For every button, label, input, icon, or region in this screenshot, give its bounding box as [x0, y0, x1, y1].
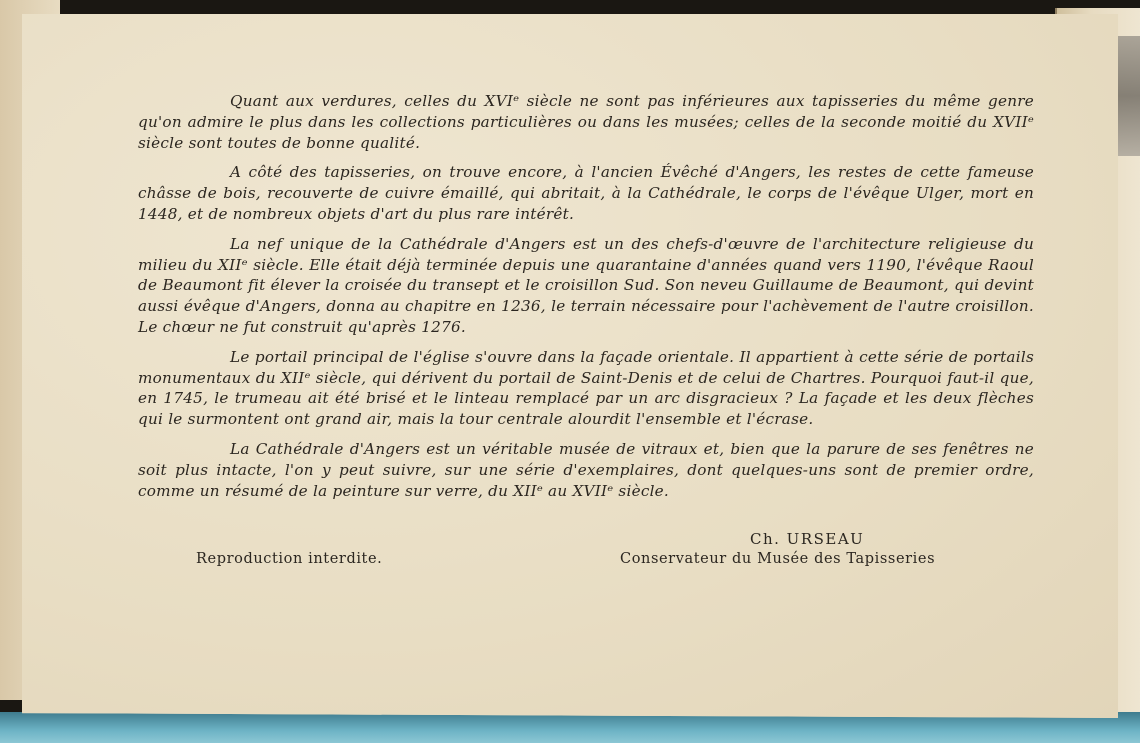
reproduction-notice: Reproduction interdite.	[196, 551, 383, 567]
signature-name: Ch. URSEAU	[750, 530, 865, 548]
paragraph-portail: Le portail principal de l'église s'ouvre dans la façade orientale. Il appartient à cette série de portails monumentaux du XIIᵉ siècle, qui dérivent du portail de Saint-Denis et de celui de Chartres. Pourquoi faut-il que, en 1745, le trumeau ait été brisé et le linteau remplacé par un arc disgracieux ? La façade et les deux flèches qui le surmontent ont grand air, mais la tour centrale alourdit l'ensemble et l'écrase.	[138, 347, 1034, 429]
paragraph-nef: La nef unique de la Cathédrale d'Angers est un des chefs-d'œuvre de l'architecture religieuse du milieu du XIIᵉ siècle. Elle était déjà terminée depuis une quarantaine d'années quand vers 1190, l'évêque Raoul de Beaumont fit élever la croisée du transept et le croisillon Sud. Son neveu Guillaume de Beaumont, qui devint aussi évêque d'Angers, donna au chapitre en 1236, le terrain nécessaire pour l'achèvement de l'autre croisillon. Le chœur ne fut construit qu'après 1276.	[138, 234, 1034, 336]
paragraph-verdures: Quant aux verdures, celles du XVIᵉ siècle ne sont pas inférieures aux tapisseries du même genre qu'on admire le plus dans les collections particulières ou dans les musées; celles de la seconde moitié du XVIIᵉ siècle sont toutes de bonne qualité.	[138, 92, 1034, 152]
paragraph-vitraux: La Cathédrale d'Angers est un véritable musée de vitraux et, bien que la parure de ses fenêtres ne soit plus intacte, l'on y peut suivre, sur une série d'exemplaires, dont quelques-uns sont de premier ordre, comme un résumé de la peinture sur verre, du XIIᵉ au XVIIᵉ siècle.	[138, 439, 1034, 500]
signature-title: Conservateur du Musée des Tapisseries	[620, 551, 936, 567]
paragraph-eveche: A côté des tapisseries, on trouve encore, à l'ancien Évêché d'Angers, les restes de cette fameuse châsse de bois, recouverte de cuivre émaillé, qui abritait, à la Cathédrale, le corps de l'évêque Ulger, mort en 1448, et de nombreux objets d'art du plus rare intérêt.	[138, 163, 1034, 223]
body-text	[138, 91, 1034, 510]
